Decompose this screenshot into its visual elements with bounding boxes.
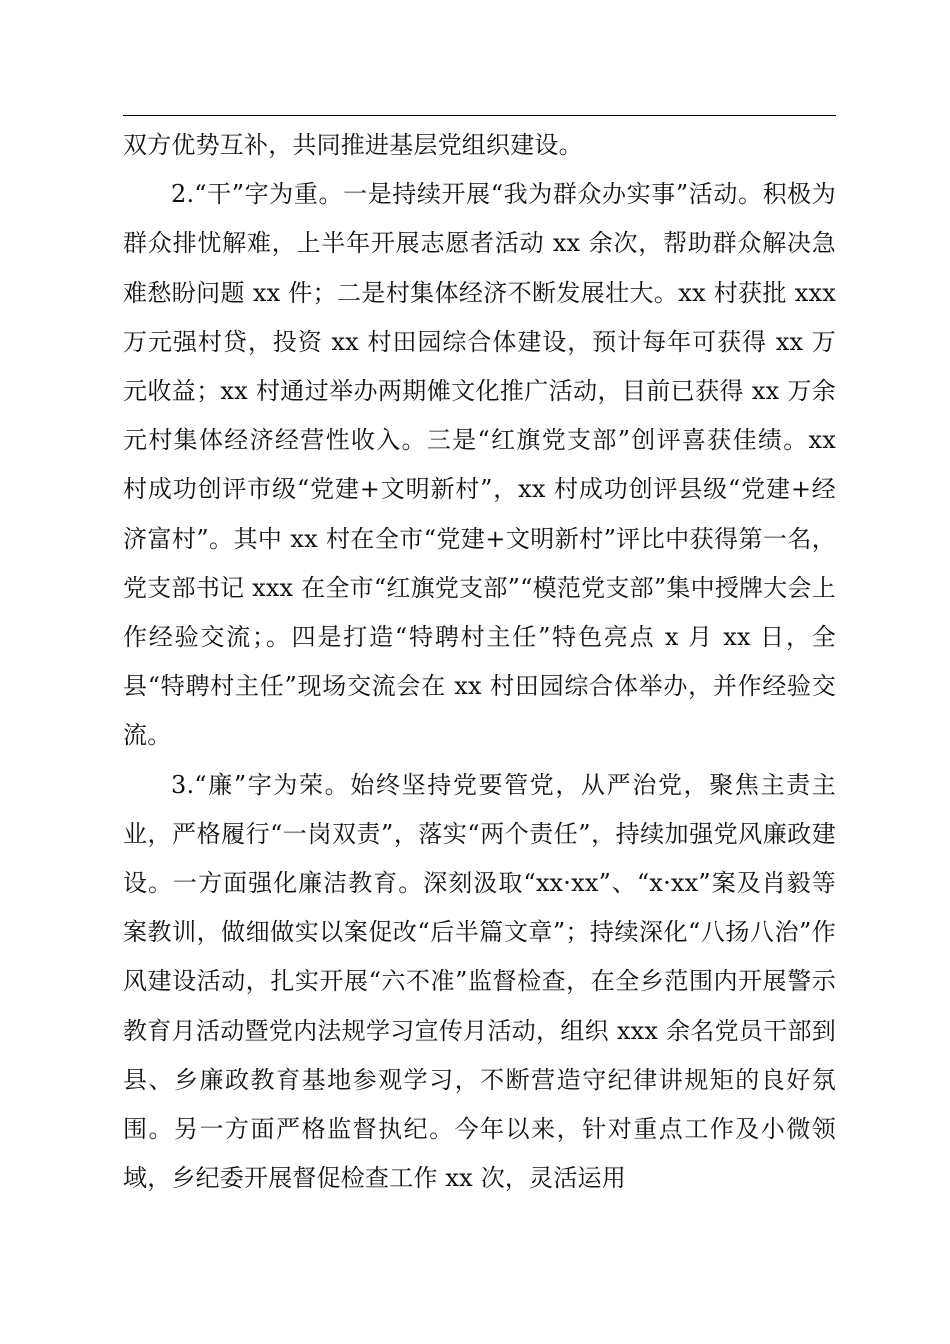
paragraph-continuation: 双方优势互补，共同推进基层党组织建设。 bbox=[123, 131, 583, 159]
paragraph-lian: 3.“廉”字为荣。始终坚持党要管党，从严治党，聚焦主责主业，严格履行“一岗双责”，落实“两个责任”，持续加强党风廉政建设。一方面强化廉洁教育。深刻汲取“xx·xx”、“x·xx”案及肖毅等案教训，做细做实以案促改“后半篇文章”；持续深化“八扬八治”作风建设活动，扎实开展“六不准”监督检查，在全乡范围内开展警示教育月活动暨党内法规学习宣传月活动，组织 xxx 余名党员干部到县、乡廉政教育基地参观学习，不断营造守纪律讲规矩的良好氛围。另一方面严格监督执纪。今年以来，针对重点工作及小微领域，乡纪委开展督促检查工作 xx 次，灵活运用 bbox=[123, 770, 836, 1193]
header-rule bbox=[123, 115, 836, 116]
paragraph-gan: 2.“干”字为重。一是持续开展“我为群众办实事”活动。积极为群众排忧解难，上半年开展志愿者活动 xx 余次，帮助群众解决急难愁盼问题 xx 件；二是村集体经济不断发展壮大。xx 村获批 xxx 万元强村贷，投资 xx 村田园综合体建设，预计每年可获得 xx 万元收益；xx 村通过举办两期傩文化推广活动，目前已获得 xx 万余元村集体经济经营性收入。三是“红旗党支部”创评喜获佳绩。xx 村成功创评市级“党建+文明新村”，xx 村成功创评县级“党建+经济富村”。其中 xx 村在全市“党建+文明新村”评比中获得第一名，党支部书记 xxx 在全市“红旗党支部”“模范党支部”集中授牌大会上作经验交流；。四是打造“特聘村主任”特色亮点 x 月 xx 日，全县“特聘村主任”现场交流会在 xx 村田园综合体举办，并作经验交流。 bbox=[123, 180, 836, 750]
document-body bbox=[123, 121, 836, 1203]
